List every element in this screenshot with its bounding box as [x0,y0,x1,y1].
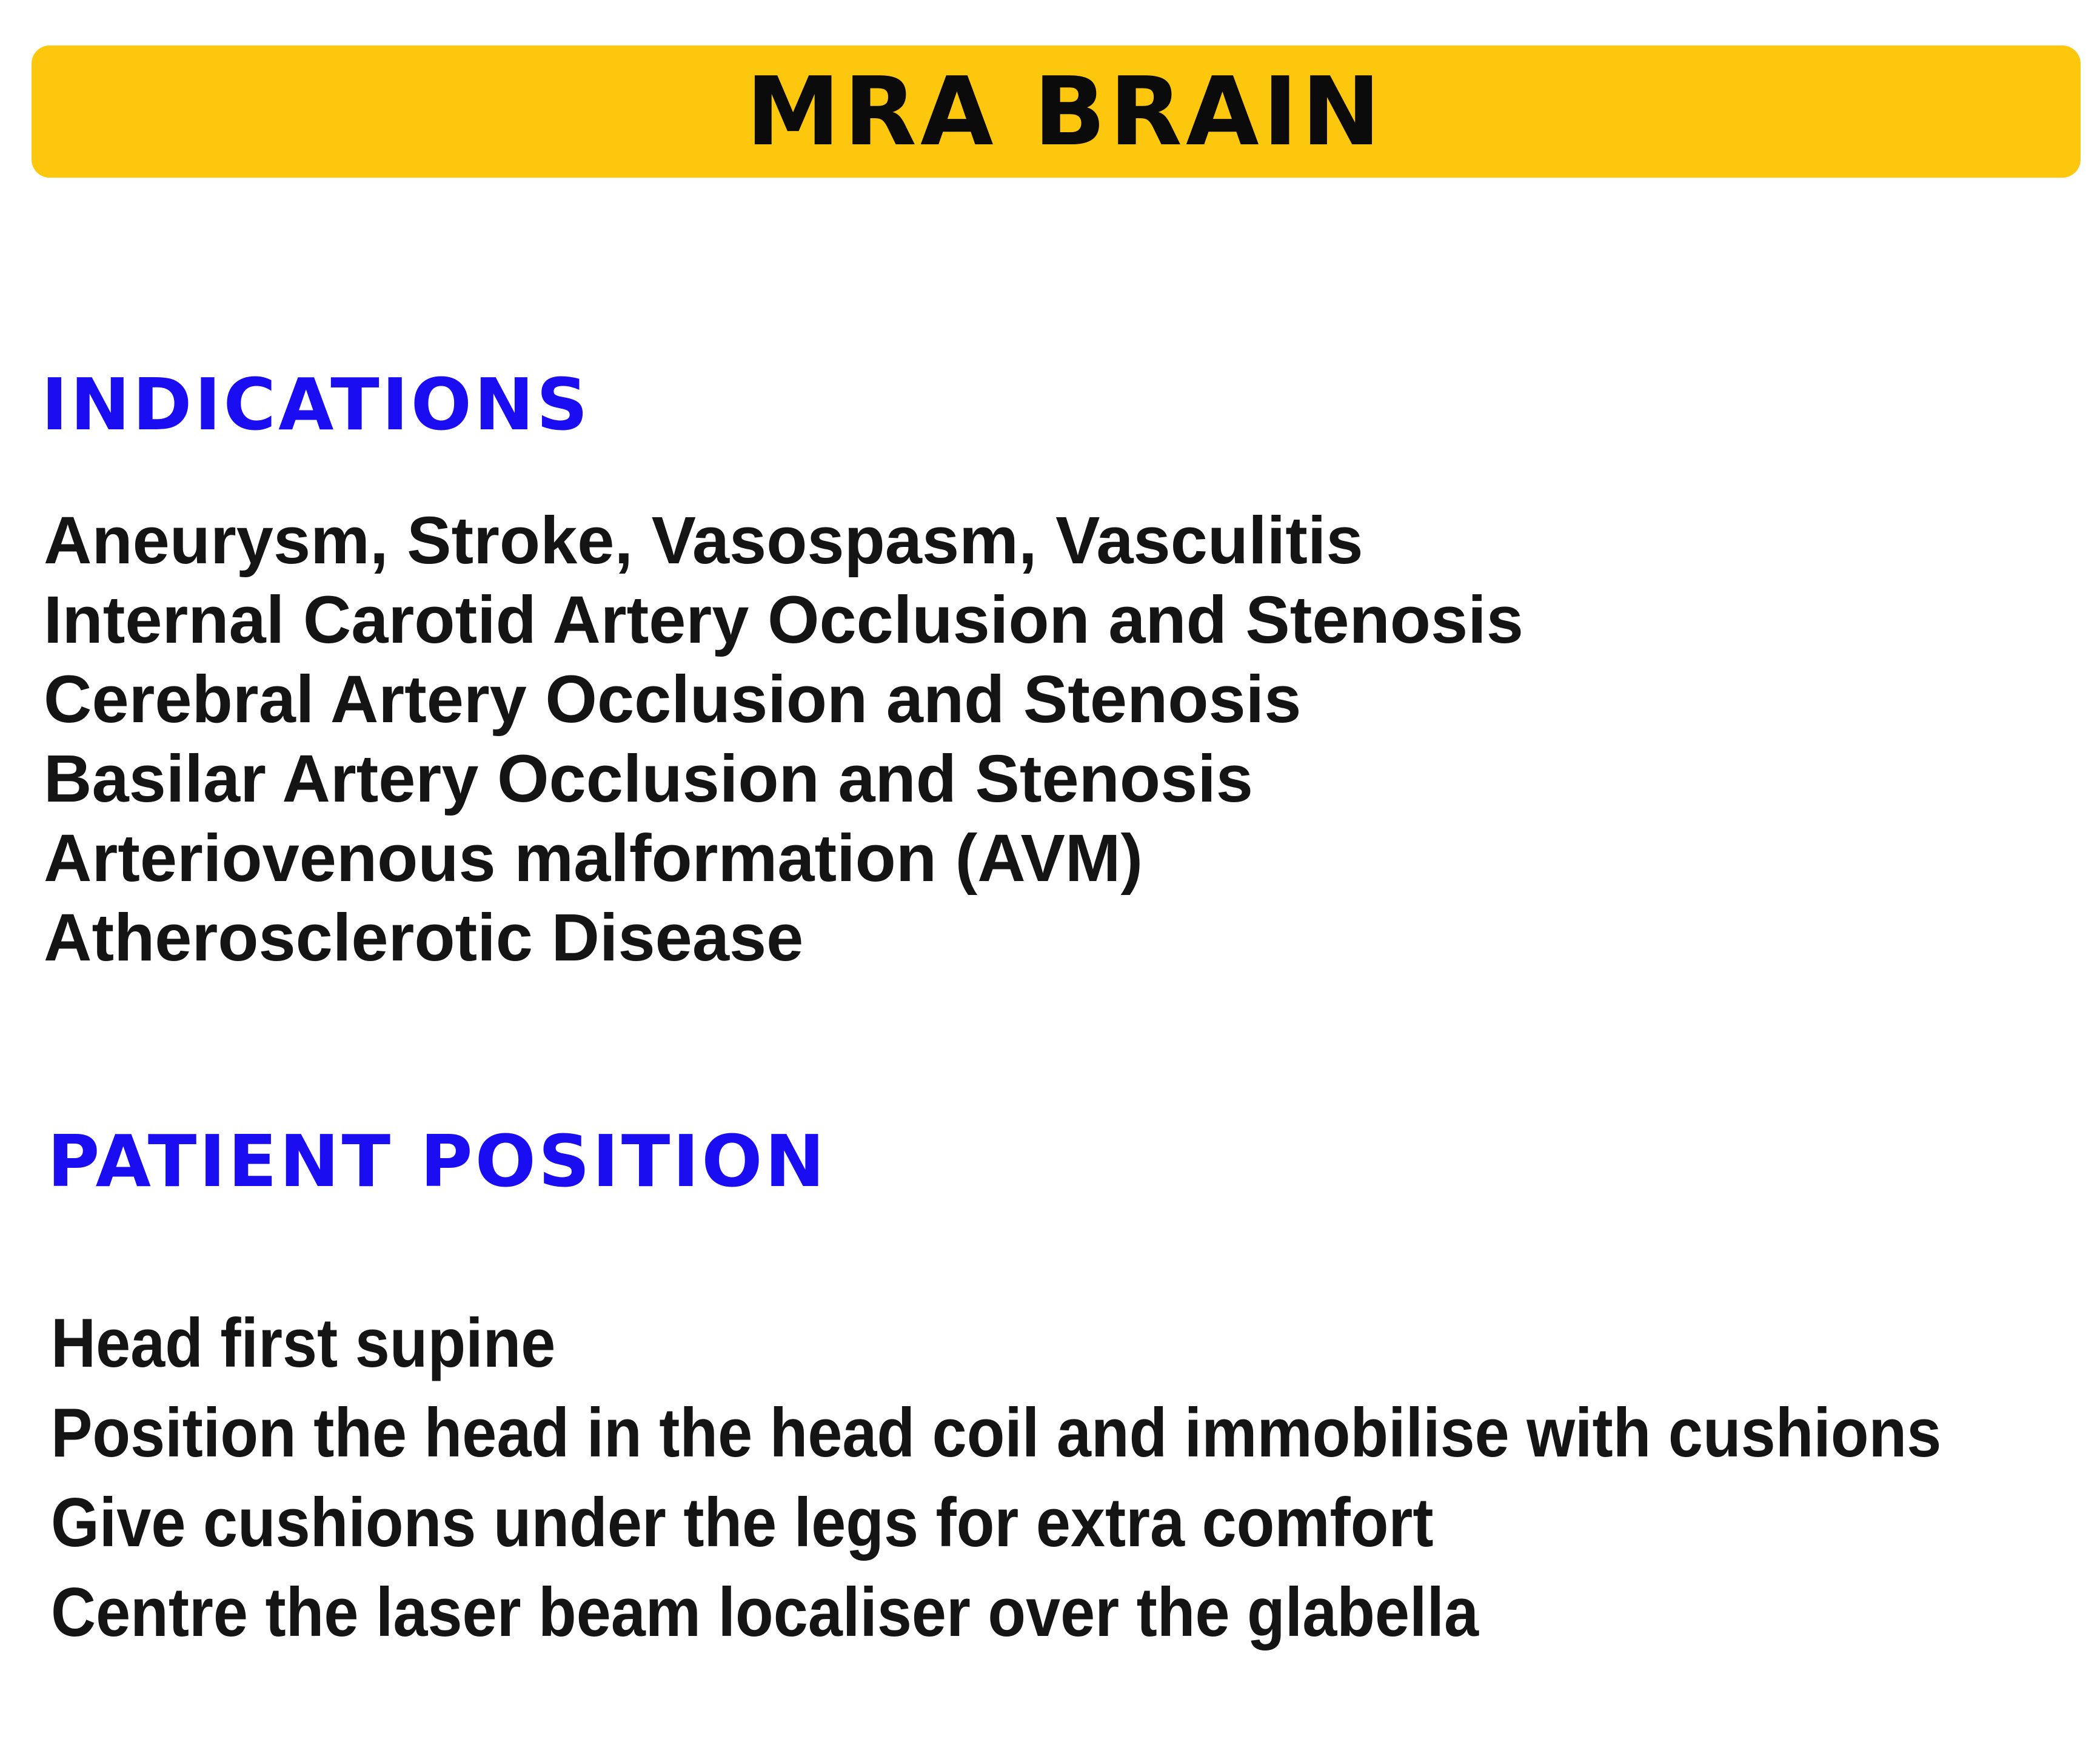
position-item: Centre the laser beam localiser over the glabella [51,1574,1479,1651]
indication-item: Arteriovenous malformation (AVM) [44,821,1143,896]
indication-item: Cerebral Artery Occlusion and Stenosis [44,662,1302,737]
indication-item: Aneurysm, Stroke, Vasospasm, Vasculitis [44,503,1363,578]
patient-position-heading: PATIENT POSITION [47,1119,828,1203]
position-item: Position the head in the head coil and immobilise with cushions [51,1395,1942,1472]
position-item: Give cushions under the legs for extra comfort [51,1484,1434,1561]
indications-heading: INDICATIONS [41,363,590,446]
indication-item: Internal Carotid Artery Occlusion and Stenosis [44,583,1523,657]
indications-list [44,501,1523,977]
indication-item: Basilar Artery Occlusion and Stenosis [44,742,1253,816]
patient-position-list [51,1299,1941,1658]
page-title: MRA BRAIN [746,56,1385,167]
indication-item: Atherosclerotic Disease [44,900,804,975]
title-banner [32,45,2081,178]
position-item: Head first supine [51,1305,556,1382]
